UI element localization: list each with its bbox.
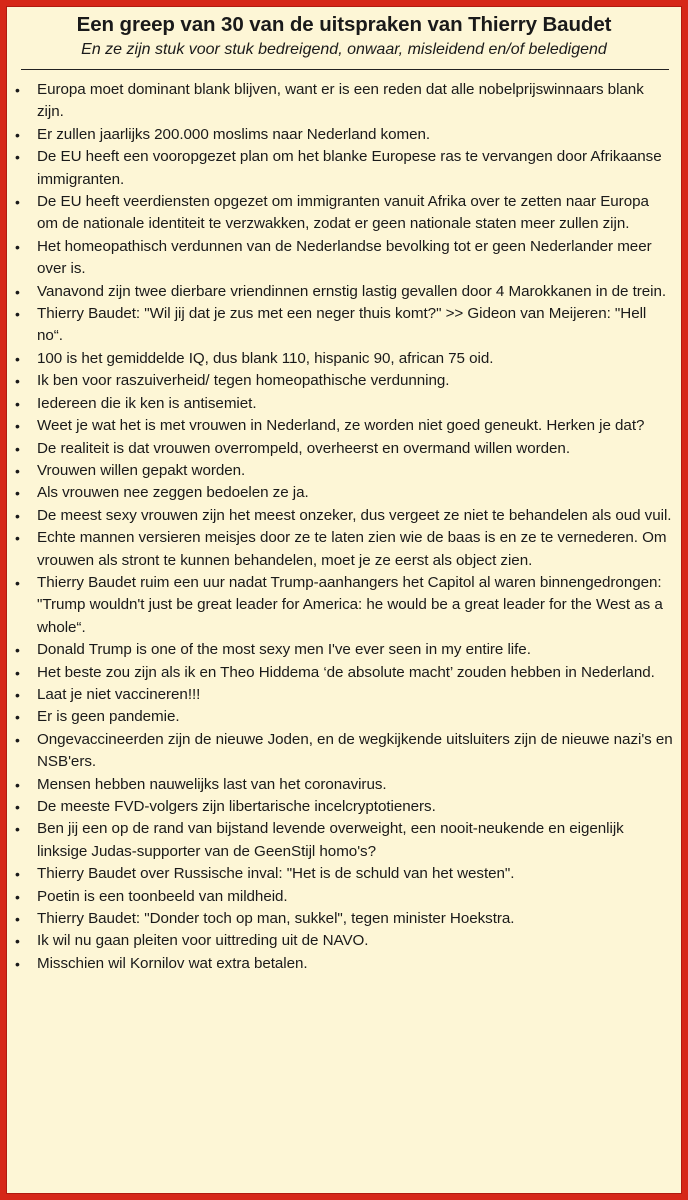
list-item: [7, 886, 681, 908]
quote-text: Vanavond zijn twee dierbare vriendinnen ernstig lastig gevallen door 4 Marokkanen in de trein.: [37, 282, 667, 300]
bullet-icon: •: [15, 395, 20, 412]
bullet-icon: •: [15, 238, 20, 255]
bullet-icon: •: [15, 373, 20, 390]
page-subtitle: En ze zijn stuk voor stuk bedreigend, onwaar, misleidend en/of beledigend: [81, 41, 607, 58]
bullet-icon: •: [15, 440, 20, 457]
quote-text: Laat je niet vaccineren!!!: [37, 685, 201, 703]
bullet-icon: •: [15, 664, 20, 681]
list-item: [7, 370, 681, 392]
quote-text: Thierry Baudet over Russische inval: "Het is de schuld van het westen".: [37, 865, 515, 883]
quote-text: Ongevaccineerden zijn de nieuwe Joden, en de wegkijkende uitsluiters zijn de nieuwe nazi's en NSB'ers.: [37, 730, 673, 771]
bullet-icon: •: [15, 126, 20, 143]
quote-text: Als vrouwen nee zeggen bedoelen ze ja.: [37, 484, 309, 502]
bullet-icon: •: [15, 866, 20, 883]
list-item: [7, 505, 681, 527]
quote-text: Er is geen pandemie.: [37, 708, 180, 726]
quote-text: Thierry Baudet ruim een uur nadat Trump-aanhangers het Capitol al waren binnengedrongen: "Trump wouldn't just be great leader for America: he would be a great leader for the West as a whole“.: [37, 573, 663, 636]
quote-text: Thierry Baudet: "Donder toch op man, sukkel", tegen minister Hoekstra.: [37, 910, 515, 928]
quote-list: [7, 79, 681, 975]
bullet-icon: •: [15, 776, 20, 793]
quote-text: Vrouwen willen gepakt worden.: [37, 461, 246, 479]
quote-text: Misschien wil Kornilov wat extra betalen.: [37, 954, 308, 972]
list-item: [7, 774, 681, 796]
bullet-icon: •: [15, 306, 20, 323]
list-item: [7, 953, 681, 975]
list-item: [7, 393, 681, 415]
list-item: [7, 684, 681, 706]
quote-text: Thierry Baudet: "Wil jij dat je zus met een neger thuis komt?" >> Gideon van Meijeren: "Hell no“.: [37, 305, 647, 345]
bullet-icon: •: [15, 418, 20, 435]
bullet-icon: •: [15, 955, 20, 972]
quote-text: Er zullen jaarlijks 200.000 moslims naar Nederland komen.: [37, 125, 431, 143]
list-item: [7, 527, 681, 572]
list-item: [7, 930, 681, 952]
list-item: [7, 818, 681, 863]
list-item: [7, 482, 681, 504]
list-item: [7, 124, 681, 146]
bullet-icon: •: [15, 82, 20, 98]
list-item: [7, 303, 681, 348]
list-item: [7, 863, 681, 885]
bullet-icon: •: [15, 799, 20, 815]
list-item: [7, 706, 681, 728]
bullet-icon: •: [15, 642, 20, 659]
list-item: [7, 191, 681, 236]
quote-text: Echte mannen versieren meisjes door ze te laten zien wie de baas is en ze te vernederen. Om vrouwen als stront te kunnen behandelen, moet je ze eerst als object zien.: [37, 529, 667, 569]
divider: [21, 69, 669, 70]
bullet-icon: •: [15, 731, 20, 748]
list-item: [7, 79, 681, 124]
list-item: [7, 729, 681, 774]
quote-text: Ben jij een op de rand van bijstand levende overweight, een nooit-neukende en eigenlijk linksige Judas-supporter van de GeenStijl homo's?: [37, 820, 624, 860]
quote-text: Het beste zou zijn als ik en Theo Hiddema ‘de absolute macht’ zouden hebben in Nederland.: [37, 663, 655, 681]
bullet-icon: •: [15, 530, 20, 547]
quote-text: Poetin is een toonbeeld van mildheid.: [37, 887, 288, 905]
list-item: [7, 146, 681, 191]
quote-text: Iedereen die ik ken is antisemiet.: [37, 394, 257, 412]
bullet-icon: •: [15, 888, 20, 905]
list-item: [7, 415, 681, 437]
quote-text: Weet je wat het is met vrouwen in Nederland, ze worden niet goed geneukt. Herken je dat?: [37, 417, 645, 435]
bullet-icon: •: [15, 709, 20, 726]
list-item: [7, 796, 681, 818]
quote-text: De EU heeft veerdiensten opgezet om immigranten vanuit Afrika over te zetten naar Europa om de nationale identiteit te verzwakken, zodat er geen nationale staten meer zullen zijn.: [37, 193, 649, 233]
bullet-icon: •: [15, 485, 20, 502]
quote-text: Ik wil nu gaan pleiten voor uittreding uit de NAVO.: [37, 932, 369, 950]
list-item: [7, 572, 681, 639]
quote-text: Europa moet dominant blank blijven, want er is een reden dat alle nobelprijswinnaars blank zijn.: [37, 81, 644, 121]
bullet-icon: •: [15, 462, 20, 479]
list-item: [7, 281, 681, 303]
list-item: [7, 639, 681, 661]
bullet-icon: •: [15, 507, 20, 524]
list-item: [7, 438, 681, 460]
bullet-icon: •: [15, 933, 20, 950]
bullet-icon: •: [15, 149, 20, 166]
bullet-icon: •: [15, 821, 20, 838]
bullet-icon: •: [15, 686, 20, 703]
quote-text: Het homeopathisch verdunnen van de Nederlandse bevolking tot er geen Nederlander meer over is.: [37, 237, 652, 278]
quote-text: Ik ben voor raszuiverheid/ tegen homeopathische verdunning.: [37, 372, 450, 390]
quote-text: De realiteit is dat vrouwen overrompeld, overheerst en overmand willen worden.: [37, 439, 570, 457]
quote-text: De meest sexy vrouwen zijn het meest onzeker, dus vergeet ze niet te behandelen als oud vuil.: [37, 506, 672, 524]
bullet-icon: •: [15, 194, 20, 211]
quote-text: Donald Trump is one of the most sexy men I've ever seen in my entire life.: [37, 641, 531, 659]
list-item: [7, 460, 681, 482]
quote-text: 100 is het gemiddelde IQ, dus blank 110, hispanic 90, african 75 oid.: [37, 349, 494, 367]
quote-panel: [6, 6, 682, 1194]
page-title: Een greep van 30 van de uitspraken van Thierry Baudet: [76, 13, 612, 36]
bullet-icon: •: [15, 350, 20, 367]
list-item: [7, 236, 681, 281]
quote-text: De meeste FVD-volgers zijn libertarische incelcryptotieners.: [37, 798, 436, 815]
list-item: [7, 662, 681, 684]
bullet-icon: •: [15, 574, 20, 591]
quote-text: Mensen hebben nauwelijks last van het coronavirus.: [37, 775, 387, 793]
bullet-icon: •: [15, 911, 20, 928]
quote-text: De EU heeft een vooropgezet plan om het blanke Europese ras te vervangen door Afrikaanse immigranten.: [37, 148, 662, 188]
bullet-icon: •: [15, 283, 20, 300]
list-item: [7, 348, 681, 370]
list-item: [7, 908, 681, 930]
